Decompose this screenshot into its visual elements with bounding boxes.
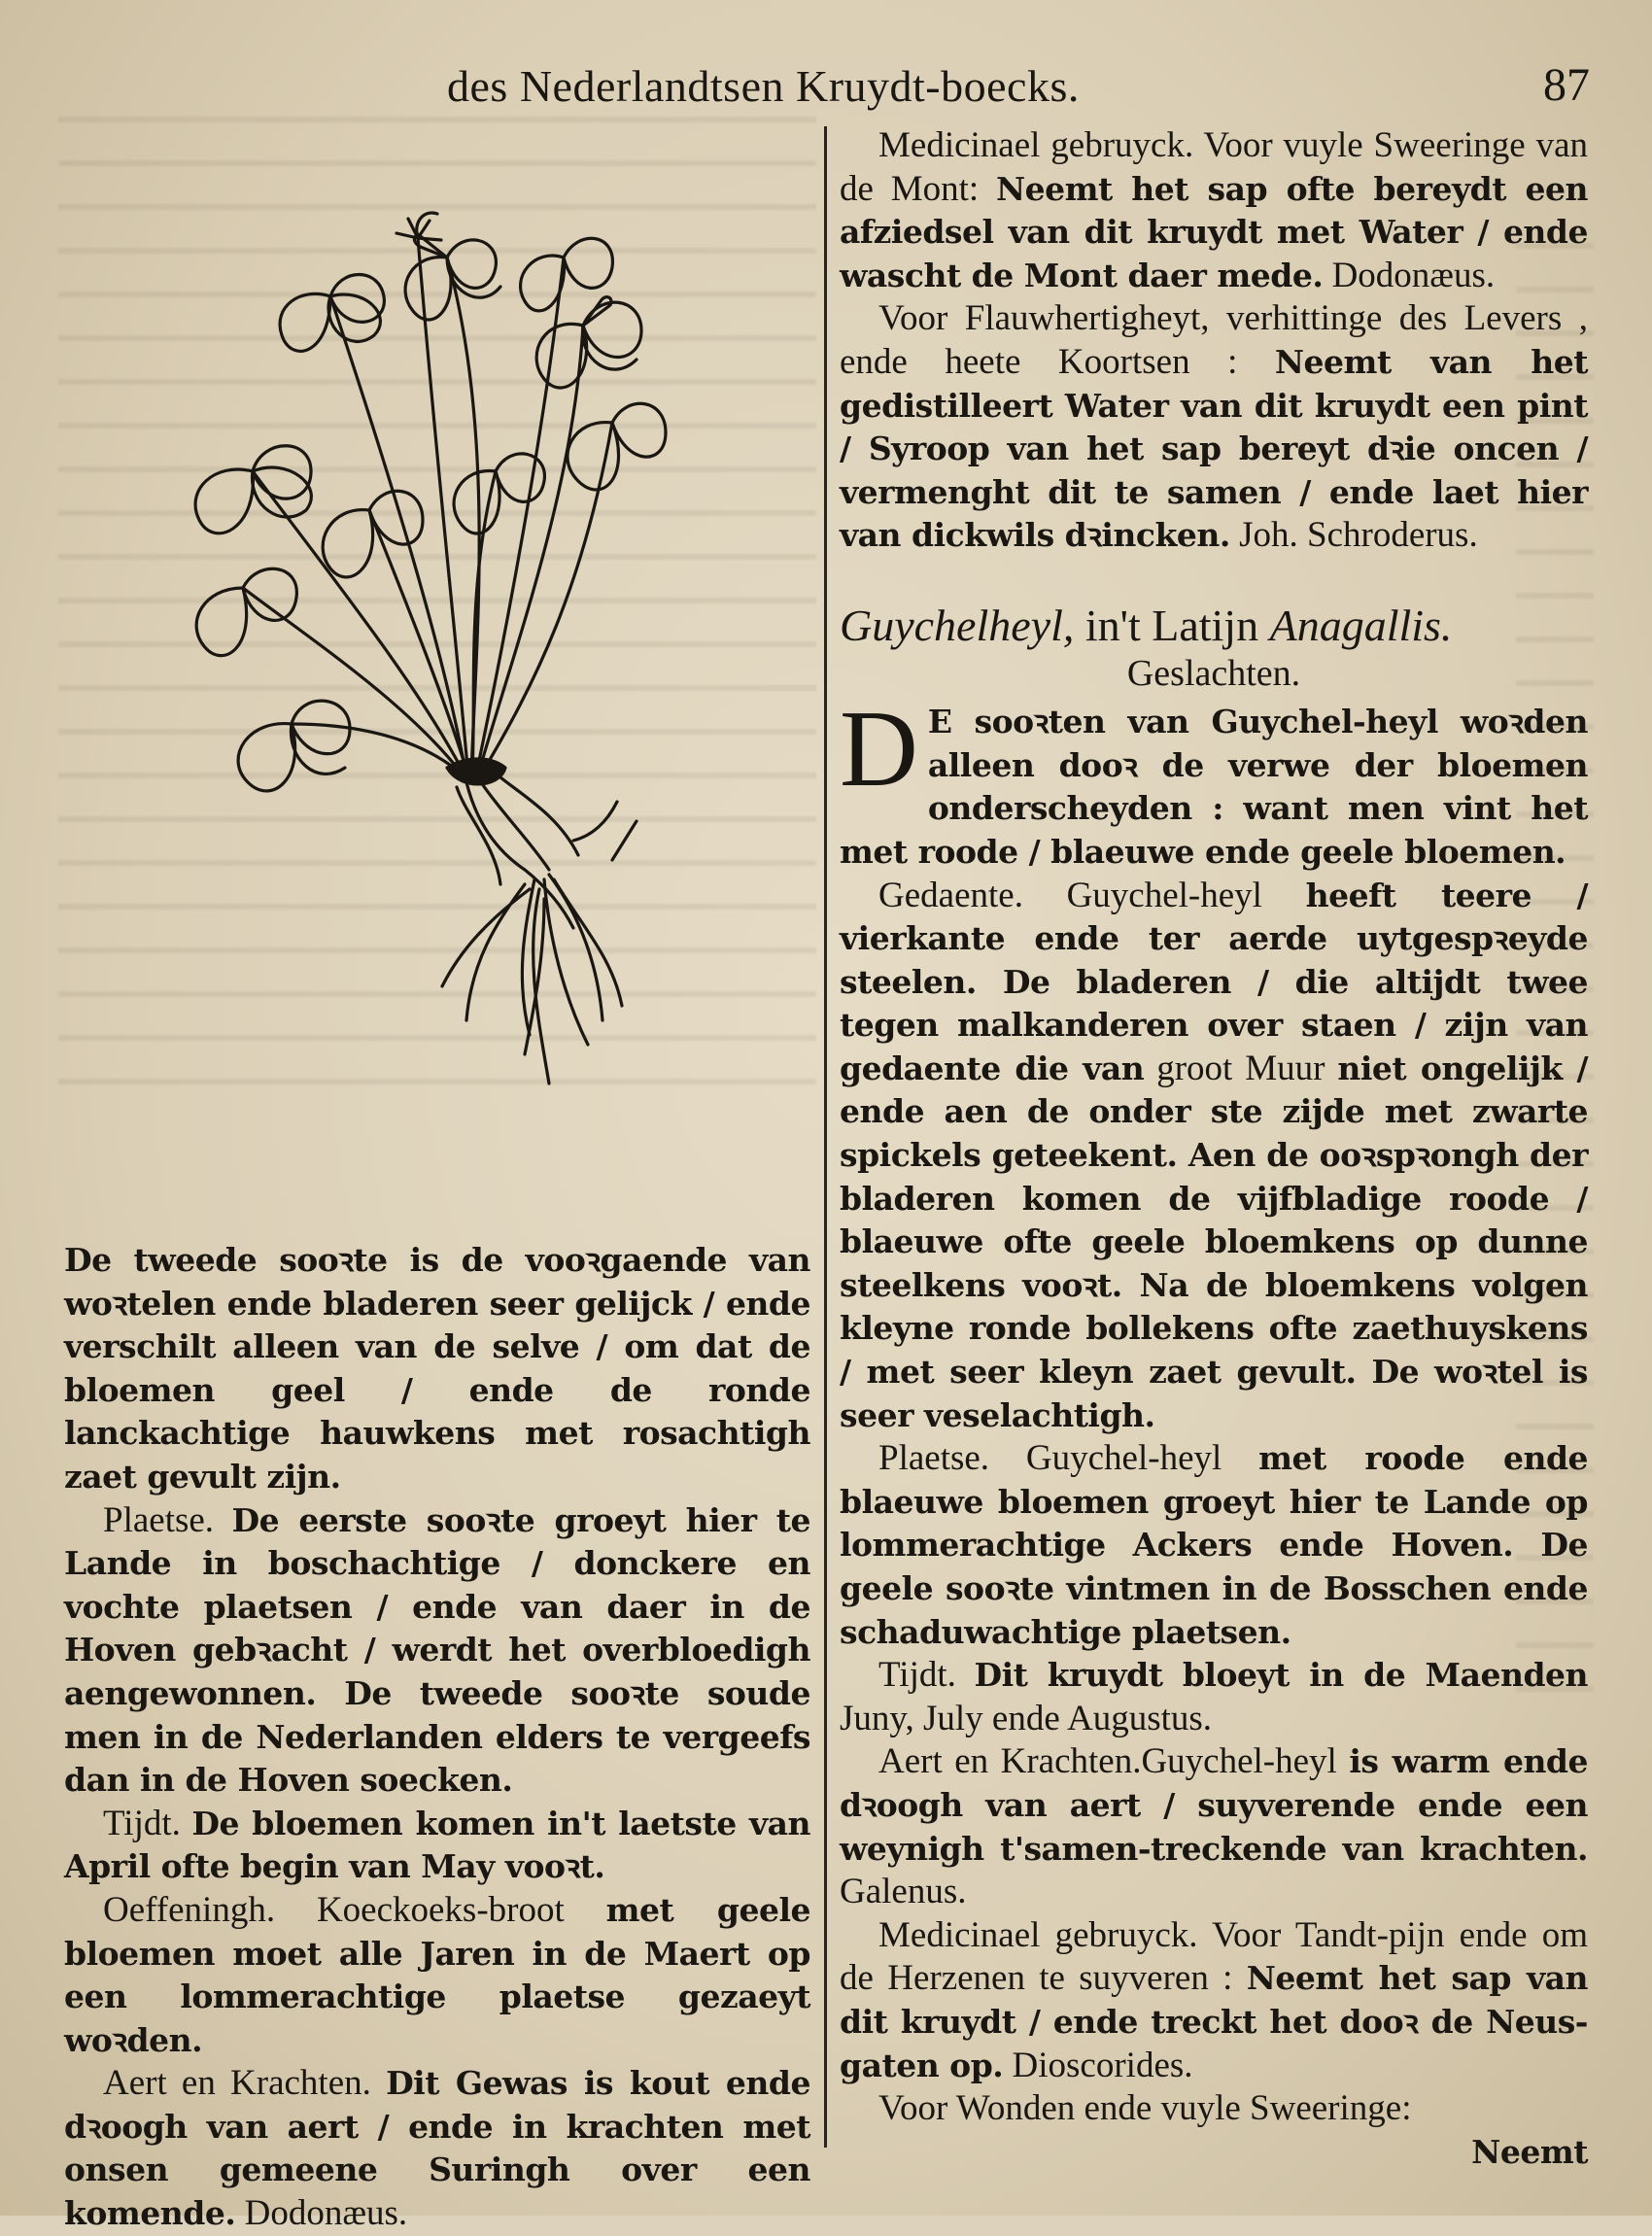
page-number: 87 [1543,59,1590,111]
catchword: Neemt [1471,2132,1588,2171]
drop-cap: D [840,689,918,810]
paragraph-aert-right: Aert en Krachten.Guychel-heyl is warm ende dꝛoogh van aert / suyverende ende een weynigh t'samen-treckende van krachten. Galenus. [840,1741,1589,1912]
paragraph-flauwhertigheyt: Voor Flauwhertigheyt, verhittinge des Levers , ende heete Koortsen : Neemt van het gedistilleert Water van dit kruydt een pint / Syroop van het sap bereyt dꝛie oncen / vermenght dit te samen / ende laet hier van dickwils dꝛincken. Joh. Schroderus. [840,298,1588,556]
paragraph-wonden: Voor Wonden ende vuyle Sweeringe: [878,2088,1412,2129]
paragraph: De tweede sooꝛte is de vooꝛgaende van woꝛtelen ende bladeren seer gelijck / ende verschilt alleen van de selve / om dat de bloemen geel / ende de ronde lanckachtige hauwkens met rosachtigh zaet gevult zijn. [64,1241,810,1496]
paragraph-oeffeningh: Oeffeningh. Koeckoeks-broot met geele bloemen moet alle Jaren in de Maert op een lommerachtige plaetse gezaeyt woꝛden. [64,1889,810,2059]
paragraph-plaetse: Plaetse. De eerste sooꝛte groeyt hier te Lande in boschachtige / donckere en vochte plaetsen / ende van daer in de Hoven gebꝛacht / werdt het overbloedigh aengewonnen. De tweede sooꝛte soude men in de Nederlanden elders te vergeefs dan in de Hoven soecken. [64,1499,810,1800]
paragraph-tijdt-right: Tijdt. Dit kruydt bloeyt in de Maenden Juny, July ende Augustus. [840,1655,1589,1738]
column-divider [824,126,827,2148]
right-text-column [840,124,1588,2174]
section-subheading: Geslachten. [1126,652,1301,694]
plant-woodcut-illustration [155,180,709,1113]
left-text-column [64,1239,810,2236]
paragraph-plaetse-right: Plaetse. Guychel-heyl met roode ende blaeuwe bloemen groeyt hier te Lande op lommerachtige Ackers ende Hoven. De geele sooꝛte vintmen in de Bosschen ende schaduwachtige plaetsen. [840,1438,1589,1651]
paragraph-gedaente: Gedaente. Guychel-heyl heeft teere / vierkante ende ter aerde uytgespꝛeyde steelen. De bladeren / die altijdt twee tegen malkanderen over staen / zijn van gedaente die van groot Muur niet ongelijk / ende aen de onder ste zijde met zwarte spickels geteekent. Aen de ooꝛspꝛongh der bladeren komen de vijfbladige roode / blaeuwe ofte geele bloemkens op dunne steelkens vooꝛt. Na de bloemkens volgen kleyne ronde bollekens ofte zaethuyskens / met seer kleyn zaet gevult. De woꝛtel is seer veselachtigh. [840,875,1589,1434]
running-header: des Nederlandtsen Kruydt-boecks. [447,61,1080,111]
paragraph-aert-en-krachten: Aert en Krachten. Dit Gewas is kout ende dꝛoogh van aert / ende in krachten met onsen gemeene Suringh over een komende. Dodonæus. [64,2063,810,2234]
paragraph-tijdt: Tijdt. De bloemen komen in't laetste van April ofte begin van May vooꝛt. [64,1803,810,1886]
paragraph-geslachten: D E sooꝛten van Guychel-heyl woꝛden alleen dooꝛ de verwe der bloemen onderscheyden : want men vint het met roode / blaeuwe ende geele bloemen. [840,689,1588,871]
paragraph-medicinael-right: Medicinael gebruyck. Voor Tandt-pijn ende om de Herzenen te suyveren : Neemt het sap van dit kruydt / ende treckt het dooꝛ de Neus-gaten op. Dioscorides. [840,1914,1588,2085]
paragraph-medicinael: Medicinael gebruyck. Voor vuyle Sweeringe van de Mont: Neemt het sap ofte bereydt een afziedsel van dit kruydt met Water / ende wascht de Mont daer mede. Dodonæus. [840,125,1588,295]
section-heading: Guychelheyl, in't Latijn Anagallis. [840,600,1453,650]
